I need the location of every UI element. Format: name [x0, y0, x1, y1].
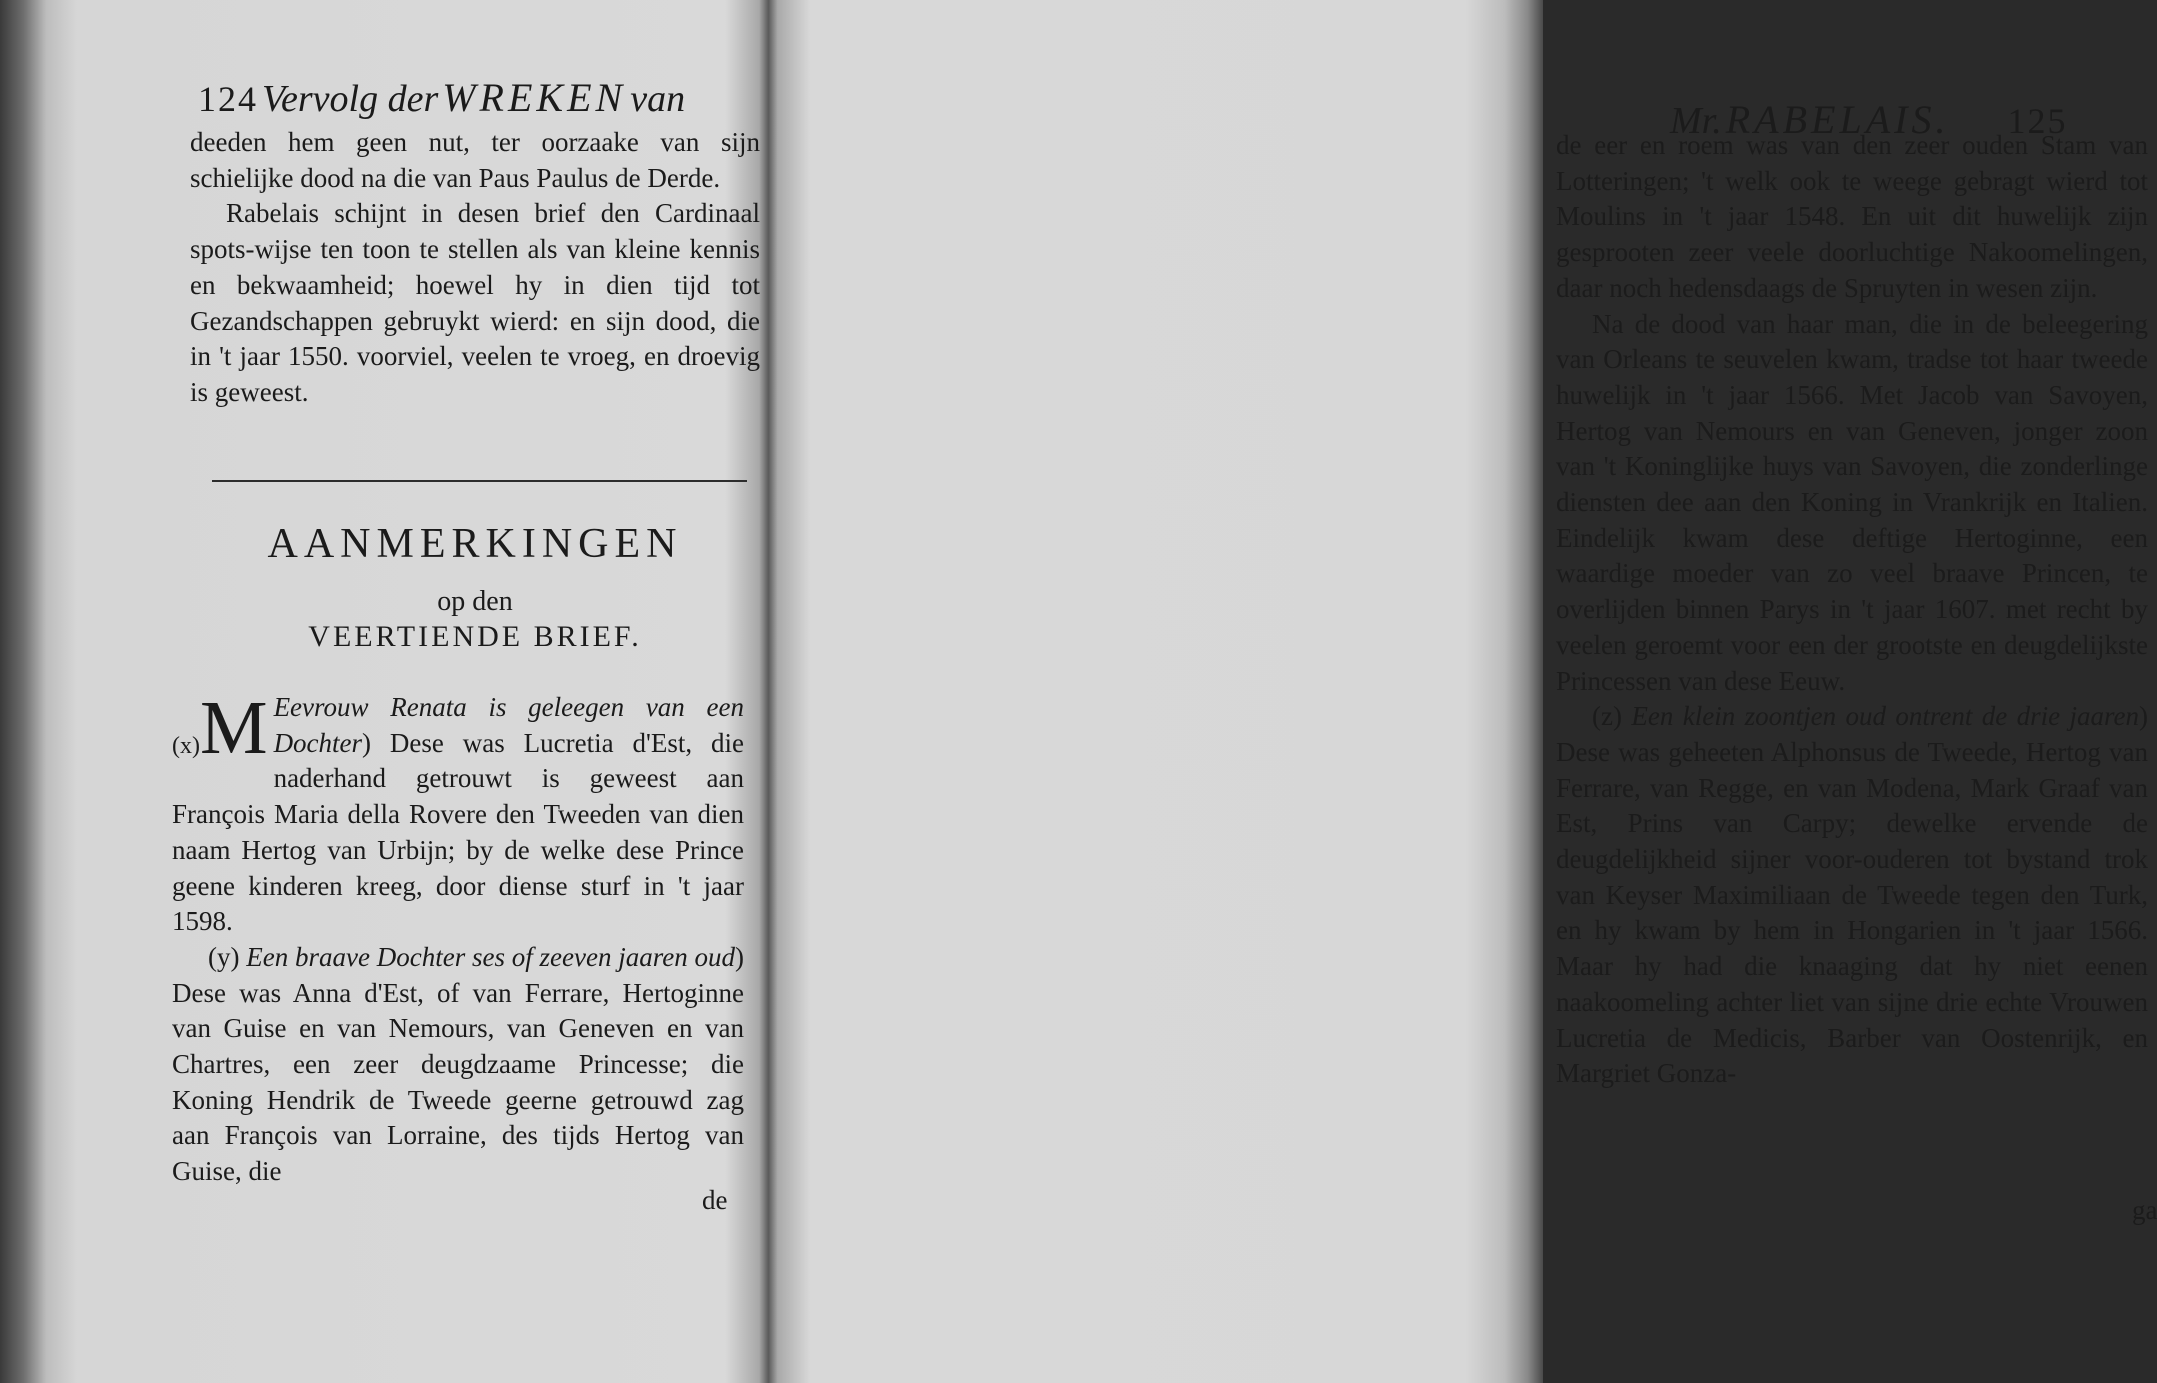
- left-top-text: [190, 125, 760, 411]
- section-rule: [212, 480, 747, 482]
- note-y: [172, 940, 744, 1190]
- left-notes: [172, 686, 744, 1190]
- left-paragraph-rabelais: Rabelais schijnt in desen brief den Cardinaal spots-wijse ten toon te stellen als van kleine kennis en bekwaamheid; hoewel hy in dien tijd tot Gezandschappen gebruykt wierd: en sijn dood, die in 't jaar 1550. voorviel, veelen te vroeg, en droevig is geweest.: [190, 198, 760, 407]
- left-head-end: van: [630, 78, 686, 120]
- section-subheading: op den: [437, 586, 513, 617]
- note-z-text: ) Dese was geheeten Alphonsus de Tweede, Hertog van Ferrare, van Regge, en van Modena, Mark Graaf van Est, Prins van Carpy; dewelke ervende de deugdelijkheid sijner voor-ouderen tot bystand trok van Keyser Maximiliaan de Tweede tegen den Turk, en hy kwam by hem in Hongarien in 't jaar 1566. Maar hy had die knaaging dat hy niet eenen naakoomeling achter liet van sijne drie echte Vrouwen Lucretia de Medicis, Barber van Oostenrijk, en Margriet Gonza-: [1556, 701, 2148, 1089]
- right-catchword: ga: [2132, 1195, 2157, 1225]
- note-x: [172, 686, 744, 940]
- left-head-italic: Vervolg der: [262, 78, 439, 120]
- section-subheading-letter: VEERTIENDE BRIEF.: [308, 620, 642, 653]
- left-page: [0, 0, 770, 1383]
- left-paragraph-continued: deeden hem geen nut, ter oorzaake van sijn schielijke dood na die van Paus Paulus de Derde.: [190, 127, 760, 193]
- left-catchword: de: [702, 1185, 728, 1215]
- left-page-number: 124: [198, 79, 258, 119]
- note-x-dropcap-group: [172, 686, 268, 778]
- left-running-head: [198, 74, 763, 121]
- right-text: [1556, 128, 2148, 1092]
- right-paragraph-1: de eer en roem was van den zeer ouden Stam van Lotteringen; 't welk ook te weege gebragt wierd tot Moulins in 't jaar 1548. En uit dit huwelijk zijn gesprooten zeer veele doorluchtige Nakoomelingen, daar noch hedensdaags de Spruyten in wesen zijn.: [1556, 130, 2148, 303]
- note-y-italic: Een braave Dochter ses of zeeven jaaren oud: [246, 941, 735, 972]
- right-paragraph-2: Na de dood van haar man, die in de beleegering van Orleans te seuvelen kwam, tradse tot haar tweede huwelijk in 't jaar 1566. Met Jacob van Savoyen, Hertog van Nemours en van Geneven, jonger zoon van 't Koninglijke huys van Savoyen, die zonderlinge diensten dee aan den Koning in Vrankrijk en Italien. Eindelijk kwam dese deftige Hertoginne, een waardige moeder van zo veel braave Princen, te overlijden binnen Parys in 't jaar 1607. met recht by veelen geroemt voor een der grootste en deugdelijkste Princessen van dese Eeuw.: [1556, 308, 2148, 696]
- note-y-marker: (y): [208, 941, 240, 972]
- note-x-italic: Eevrouw Renata is geleegen van een Dochter: [273, 692, 744, 758]
- right-head-caps: RABELAIS.: [1725, 97, 1950, 142]
- note-x-marker: (x): [172, 733, 200, 759]
- note-z-marker: (z): [1592, 701, 1622, 732]
- left-head-caps: WREKEN: [442, 75, 627, 120]
- section-heading: AANMERKINGEN: [267, 521, 683, 567]
- right-page: [770, 0, 2157, 1383]
- note-x-dropcap: M: [199, 686, 268, 770]
- right-head-italic: Mr.: [1670, 100, 1722, 142]
- right-page-number: 125: [2007, 101, 2068, 141]
- note-y-text: ) Dese was Anna d'Est, of van Ferrare, Hertoginne van Guise en van Nemours, van Geneven en van Chartres, een zeer deugdzaame Princesse; die Koning Hendrik de Tweede geerne getrouwd zag aan François van Lorraine, des tijds Hertog van Guise, die: [172, 941, 744, 1187]
- note-z-italic: Een klein zoontjen oud ontrent de drie jaaren: [1631, 701, 2139, 732]
- note-z: [1556, 699, 2148, 1092]
- note-x-text: ) Dese was Lucretia d'Est, die naderhand getrouwt is geweest aan François Maria della Rovere den Tweeden van dien naam Hertog van Urbijn; by de welke dese Prince geene kinderen kreeg, door diense sturf in 't jaar 1598.: [172, 727, 744, 937]
